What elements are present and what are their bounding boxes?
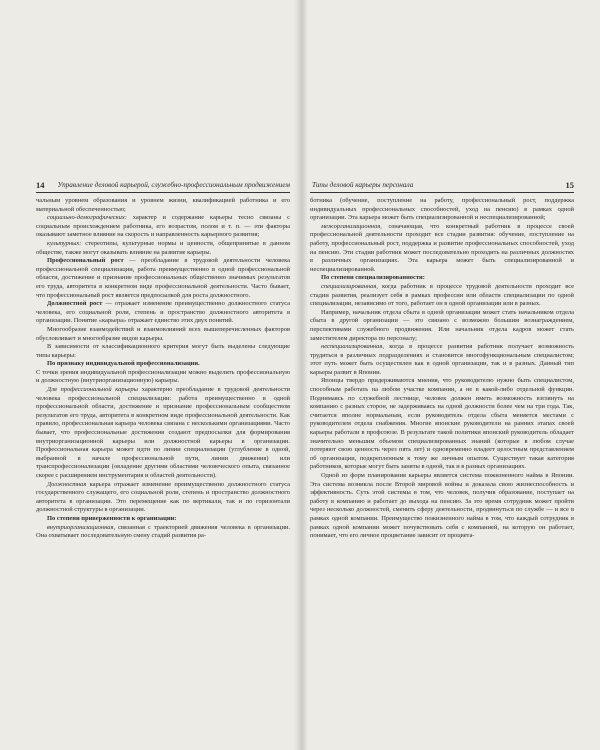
- paragraph-text: когда работник в процессе трудовой деятельности проходит все стадии развития, реализует себя в рамках профессии или области специализации по одной специализации, независимо от того, работает он в одной организации или в разных.: [310, 282, 574, 308]
- running-header: [36, 178, 290, 193]
- paragraph: [310, 309, 574, 343]
- running-title: Типы деловой карьеры персонала: [312, 181, 414, 189]
- term-lead: социально-демографических:: [47, 214, 127, 222]
- paragraph-text: стереотипы, культурные нормы и ценности, общепринятые в данном обществе, также могут оказывать влияние на развитие карьеры.: [36, 239, 290, 256]
- heading-text: По степени приверженности к организации:: [47, 514, 177, 522]
- paragraph-text: С точки зрения индивидуальной профессионализации можно выделить профессиональную и должностную (внутриорганизационную) карьеры.: [36, 368, 290, 385]
- paragraph: [36, 257, 290, 300]
- paragraph-text: Например, начальник отдела сбыта в одной организации может стать начальником отдела сбыта в другой организации — это связано с возможно большим вознаграждением, перспективами служебного продвижения. Или начальник отдела кадров может стать заместителем директора по персоналу;: [310, 308, 574, 342]
- paragraph: [36, 240, 290, 257]
- paragraph: [310, 377, 574, 472]
- paragraph: [36, 524, 290, 541]
- paragraph: [310, 223, 574, 275]
- paragraph-text: чальным уровнем образования и уровнем жизни, квалификацией работника и его материальной обеспеченностью;: [36, 197, 290, 213]
- paragraph-text: Многообразие взаимодействий и взаимовлияний всех вышеперечисленных факторов обусловливает и многообразие видов карьеры.: [36, 325, 290, 342]
- right-page: [302, 0, 600, 750]
- paragraph: [36, 343, 290, 360]
- term-lead: неспециализированная,: [321, 343, 384, 351]
- paragraph-text: Японцы твердо придерживаются мнения, что руководителю нужно быть специалистом, способным работать на любом участке компании, а не в какой-либо отдельной функции. Поднимаясь по служебной лестнице, человек должен иметь возможность взглянуть на компанию с разных сторон, не задерживаясь на одной должности более чем на три года. Так, считается вполне нормальным, если руководитель отдела сбыта меняется местами с руководителем отдела снабжения. Многие японские руководители на ранних этапах своей карьеры работали в профсоюзе. В результате такой политики японский руководитель обладает значительно меньшим объемом специализированных знаний (которые в любом случае потеряют свою ценность через пять лет) и одновременно владеет целостным представлением об организации, подкрепленным к тому же личным опытом. Существует такая категория работников, которые могут быть заняты в одной, так и в разных организациях.: [310, 377, 574, 471]
- term-lead: Для профессиональной карьеры: [47, 386, 138, 394]
- paragraph: [310, 283, 574, 309]
- term-lead: культурных:: [47, 239, 82, 247]
- paragraph: [36, 386, 290, 481]
- page-number: 14: [36, 180, 45, 190]
- paragraph: [36, 369, 290, 386]
- paragraph: [36, 481, 290, 515]
- paragraph-text: — преобладание в трудовой деятельности человека профессиональной специализации, работа преимущественно в одной профессиональной области, достижение и признание профессиональных общественно значимых результатов его труда, авторитета в конкретном виде профессиональной деятельности. Часто бывает, что профессиональный рост является предпосылкой для роста должностного.: [36, 257, 290, 299]
- heading-text: По признаку индивидуальной профессионализации.: [47, 360, 200, 368]
- heading-text: По степени специализированности:: [321, 274, 425, 282]
- term-lead: межорганизационная,: [321, 222, 382, 230]
- term-lead: Должностной рост: [47, 300, 103, 308]
- paragraph: [310, 197, 574, 223]
- paragraph-text: ботника (обучение, поступление на работу, профессиональный рост, поддержка индивидуальных профессиональных способностей, уход на пенсию) в рамках одной организации. Эта карьера может быть специализированной и неспециализированной;: [310, 197, 574, 222]
- page-number: 15: [565, 180, 574, 190]
- page-body: [36, 197, 290, 541]
- paragraph: [36, 197, 290, 214]
- term-lead: внутриорганизационная,: [47, 523, 116, 531]
- section-heading: [36, 515, 290, 524]
- paragraph: [36, 326, 290, 343]
- section-heading: [36, 360, 290, 369]
- page-body: [310, 197, 574, 541]
- paragraph-text: — отражает изменение преимущественно должностного статуса человека, его социальной роли, степень и пространство должностного авторитета в организации. Понятие «карьера» отражает единство этих двух понятий.: [36, 300, 291, 325]
- paragraph: [310, 472, 574, 541]
- paragraph-text: связанная с траекторией движения человека в организации. Она охватывает последовательную смену стадий развития ра-: [36, 523, 290, 540]
- term-lead: Профессиональный рост: [47, 257, 124, 265]
- term-lead: Должностная: [47, 480, 87, 488]
- running-header: [310, 178, 574, 193]
- paragraph-text: карьера отражает изменение преимущественно должностного статуса государственного служащего, его социальной роли, степень и пространство должностного авторитета в организации. Это перемещение как по вертикали, так и по горизонтали должностной структуры в организации.: [36, 480, 290, 514]
- paragraph: [310, 343, 574, 377]
- paragraph-text: Одной из форм планирования карьеры является система пожизненного найма в Японии. Эта система возникла после Второй мировой войны и доказала свою жизнеспособность и эффективность. Суть этой системы в том, что человек, получив образование, поступает на работу в компанию и работает до выхода на пенсию. За это время сотрудник может пройти через несколько должностей, сменить сферу деятельности, продвинуться по службе — и все в рамках одной компании. Преимущество пожизненного найма в том, что каждый сотрудник в рамках одной компании может почувствовать себя с компанией, на которую он работает, понимает, что его личное процветание зависит от процвета-: [310, 472, 574, 540]
- section-heading: [310, 274, 574, 283]
- paragraph-text: характерно преобладание в трудовой деятельности человека профессиональной специализации: работа преимущественно в одной профессиональной области, достижение и признание профессиональным сообществом результатов его труда, авторитета в конкретном виде профессиональной деятельности. Как правило, профессиональная карьера человека связана с несколькими организациями. Часто бывает, что профессиональные достижения создают предпосылки для формирования внутриорганизационной карьеры или должностной карьеры в организации. Профессиональная карьера может идти по линии специализации (углубление в одной, выбранной в начале профессиональной пути, линии движения) или транспрофессионализации (овладение другими областями человеческого опыта, связанное скорее с расширением инструментария и областей деятельности).: [36, 386, 290, 479]
- running-title: Управление деловой карьерой, служебно-профессиональным продвижением: [57, 181, 290, 189]
- paragraph-text: означающая, что конкретный работник в процессе своей профессиональной деятельности проходит все стадии развития: обучение, поступление на работу, профессиональный рост, поддержка и развитие профессиональных способностей, уход на пенсию. Эти стадии работник может последовательно проходить на различных должностях в различных организациях. Эта карьера может быть специализированной и неспециализированной.: [310, 222, 574, 273]
- paragraph: [36, 214, 290, 240]
- paragraph-text: характер и содержание карьеры тесно связаны с социальным происхождением работника, его возрастом, полом и т. п. — эти факторы оказывают заметное влияние на скорость и направленность карьерного развития;: [36, 214, 290, 239]
- paragraph-text: когда в процессе развития работник получает возможность трудиться в различных подразделениях и становится многофункциональным специалистом; этот путь может быть осуществлен как в одной организации, так и в разных. Данный тип карьеры развит в Японии.: [310, 343, 574, 376]
- term-lead: специализированная,: [321, 282, 378, 290]
- paragraph: [36, 300, 290, 326]
- paragraph-text: В зависимости от классификационного критерия могут быть выделены следующие типы карьеры:: [36, 343, 290, 359]
